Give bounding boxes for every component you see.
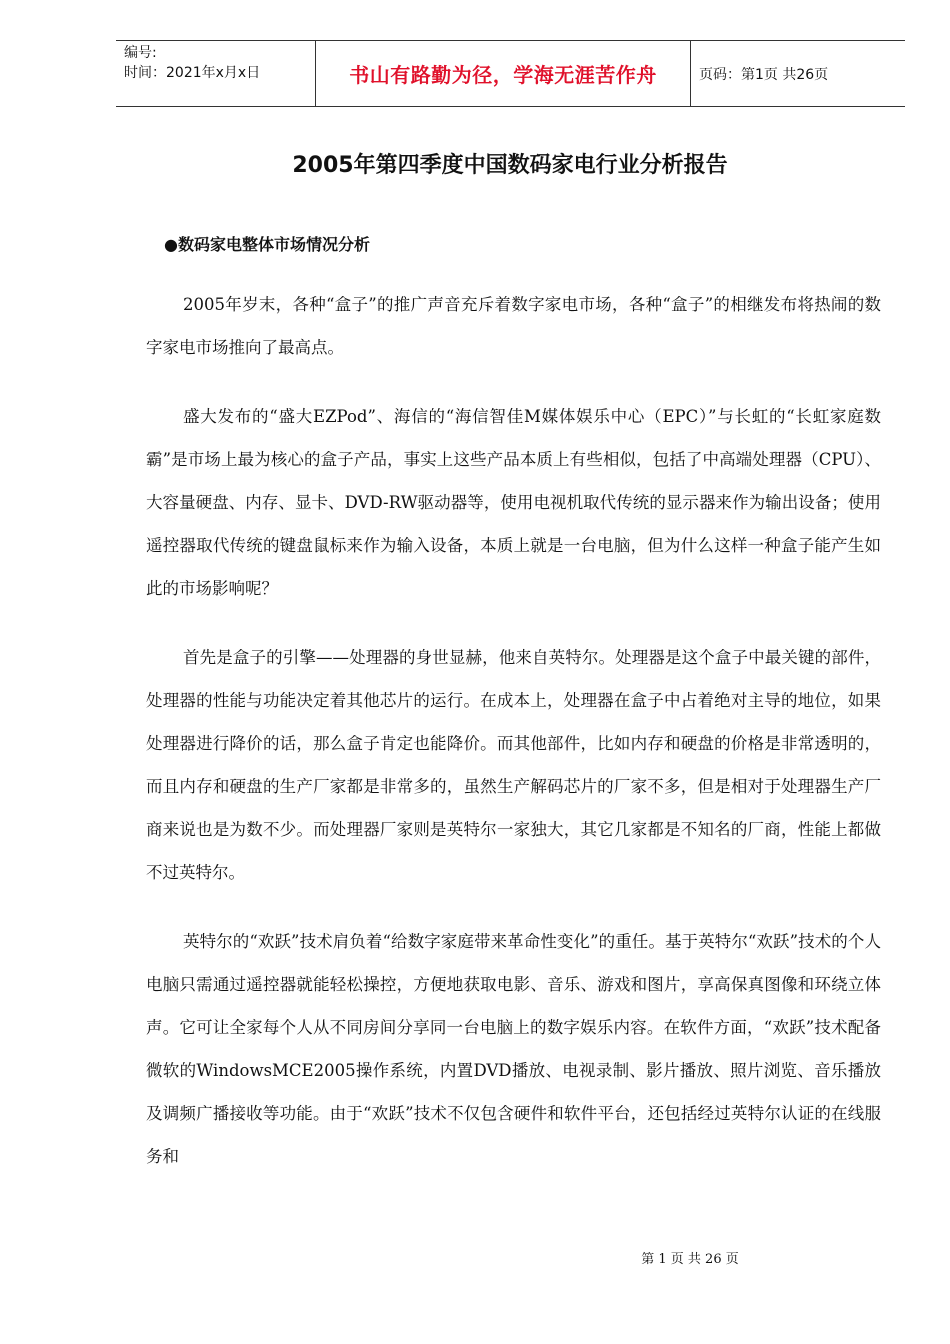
paragraph: 盛大发布的“盛大EZPod”、海信的“海信智佳M媒体娱乐中心（EPC）”与长虹的“长虹家庭数霸”是市场上最为核心的盒子产品，事实上这些产品本质上有些相似，包括了中高端处理器（CPU）、大容量硬盘、内存、显卡、DVD-RW驱动器等，使用电视机取代传统的显示器来作为输出设备；使用遥控器取代传统的键盘鼠标来作为输入设备，本质上就是一台电脑，但为什么这样一种盒子能产生如此的市场影响呢？ <box>146 407 881 598</box>
date-label: 时间：2021年x月x日 <box>124 65 261 81</box>
document-body <box>146 283 881 1204</box>
document-header <box>116 40 905 107</box>
document-title: 2005年第四季度中国数码家电行业分析报告 <box>292 153 728 178</box>
header-page-cell <box>691 41 905 106</box>
paragraph: 首先是盒子的引擎——处理器的身世显赫，他来自英特尔。处理器是这个盒子中最关键的部件，处理器的性能与功能决定着其他芯片的运行。在成本上，处理器在盒子中占着绝对主导的地位，如果处理器进行降价的话，那么盒子肯定也能降价。而其他部件，比如内存和硬盘的价格是非常透明的，而且内存和硬盘的生产厂家都是非常多的，虽然生产解码芯片的厂家不多，但是相对于处理器生产厂商来说也是为数不少。而处理器厂家则是英特尔一家独大，其它几家都是不知名的厂商，性能上都做不过英特尔。 <box>146 648 881 882</box>
paragraph: 英特尔的“欢跃”技术肩负着“给数字家庭带来革命性变化”的重任。基于英特尔“欢跃”技术的个人电脑只需通过遥控器就能轻松操控，方便地获取电影、音乐、游戏和图片，享高保真图像和环绕立体声。它可让全家每个人从不同房间分享同一台电脑上的数字娱乐内容。在软件方面，“欢跃”技术配备微软的WindowsMCE2005操作系统，内置DVD播放、电视录制、影片播放、照片浏览、音乐播放及调频广播接收等功能。由于“欢跃”技术不仅包含硬件和软件平台，还包括经过英特尔认证的在线服务和 <box>146 932 881 1166</box>
header-meta-cell <box>116 41 316 106</box>
page-footer: 第 1 页 共 26 页 <box>641 1252 739 1267</box>
serial-number-label: 编号: <box>124 45 157 61</box>
motto-text: 书山有路勤为径，学海无涯苦作舟 <box>349 63 657 87</box>
page-info: 页码：第1页 共26页 <box>699 66 829 83</box>
header-motto-cell <box>316 41 691 106</box>
section-heading: ●数码家电整体市场情况分析 <box>164 235 370 254</box>
paragraph: 2005年岁末，各种“盒子”的推广声音充斥着数字家电市场，各种“盒子”的相继发布将热闹的数字家电市场推向了最高点。 <box>146 295 881 357</box>
